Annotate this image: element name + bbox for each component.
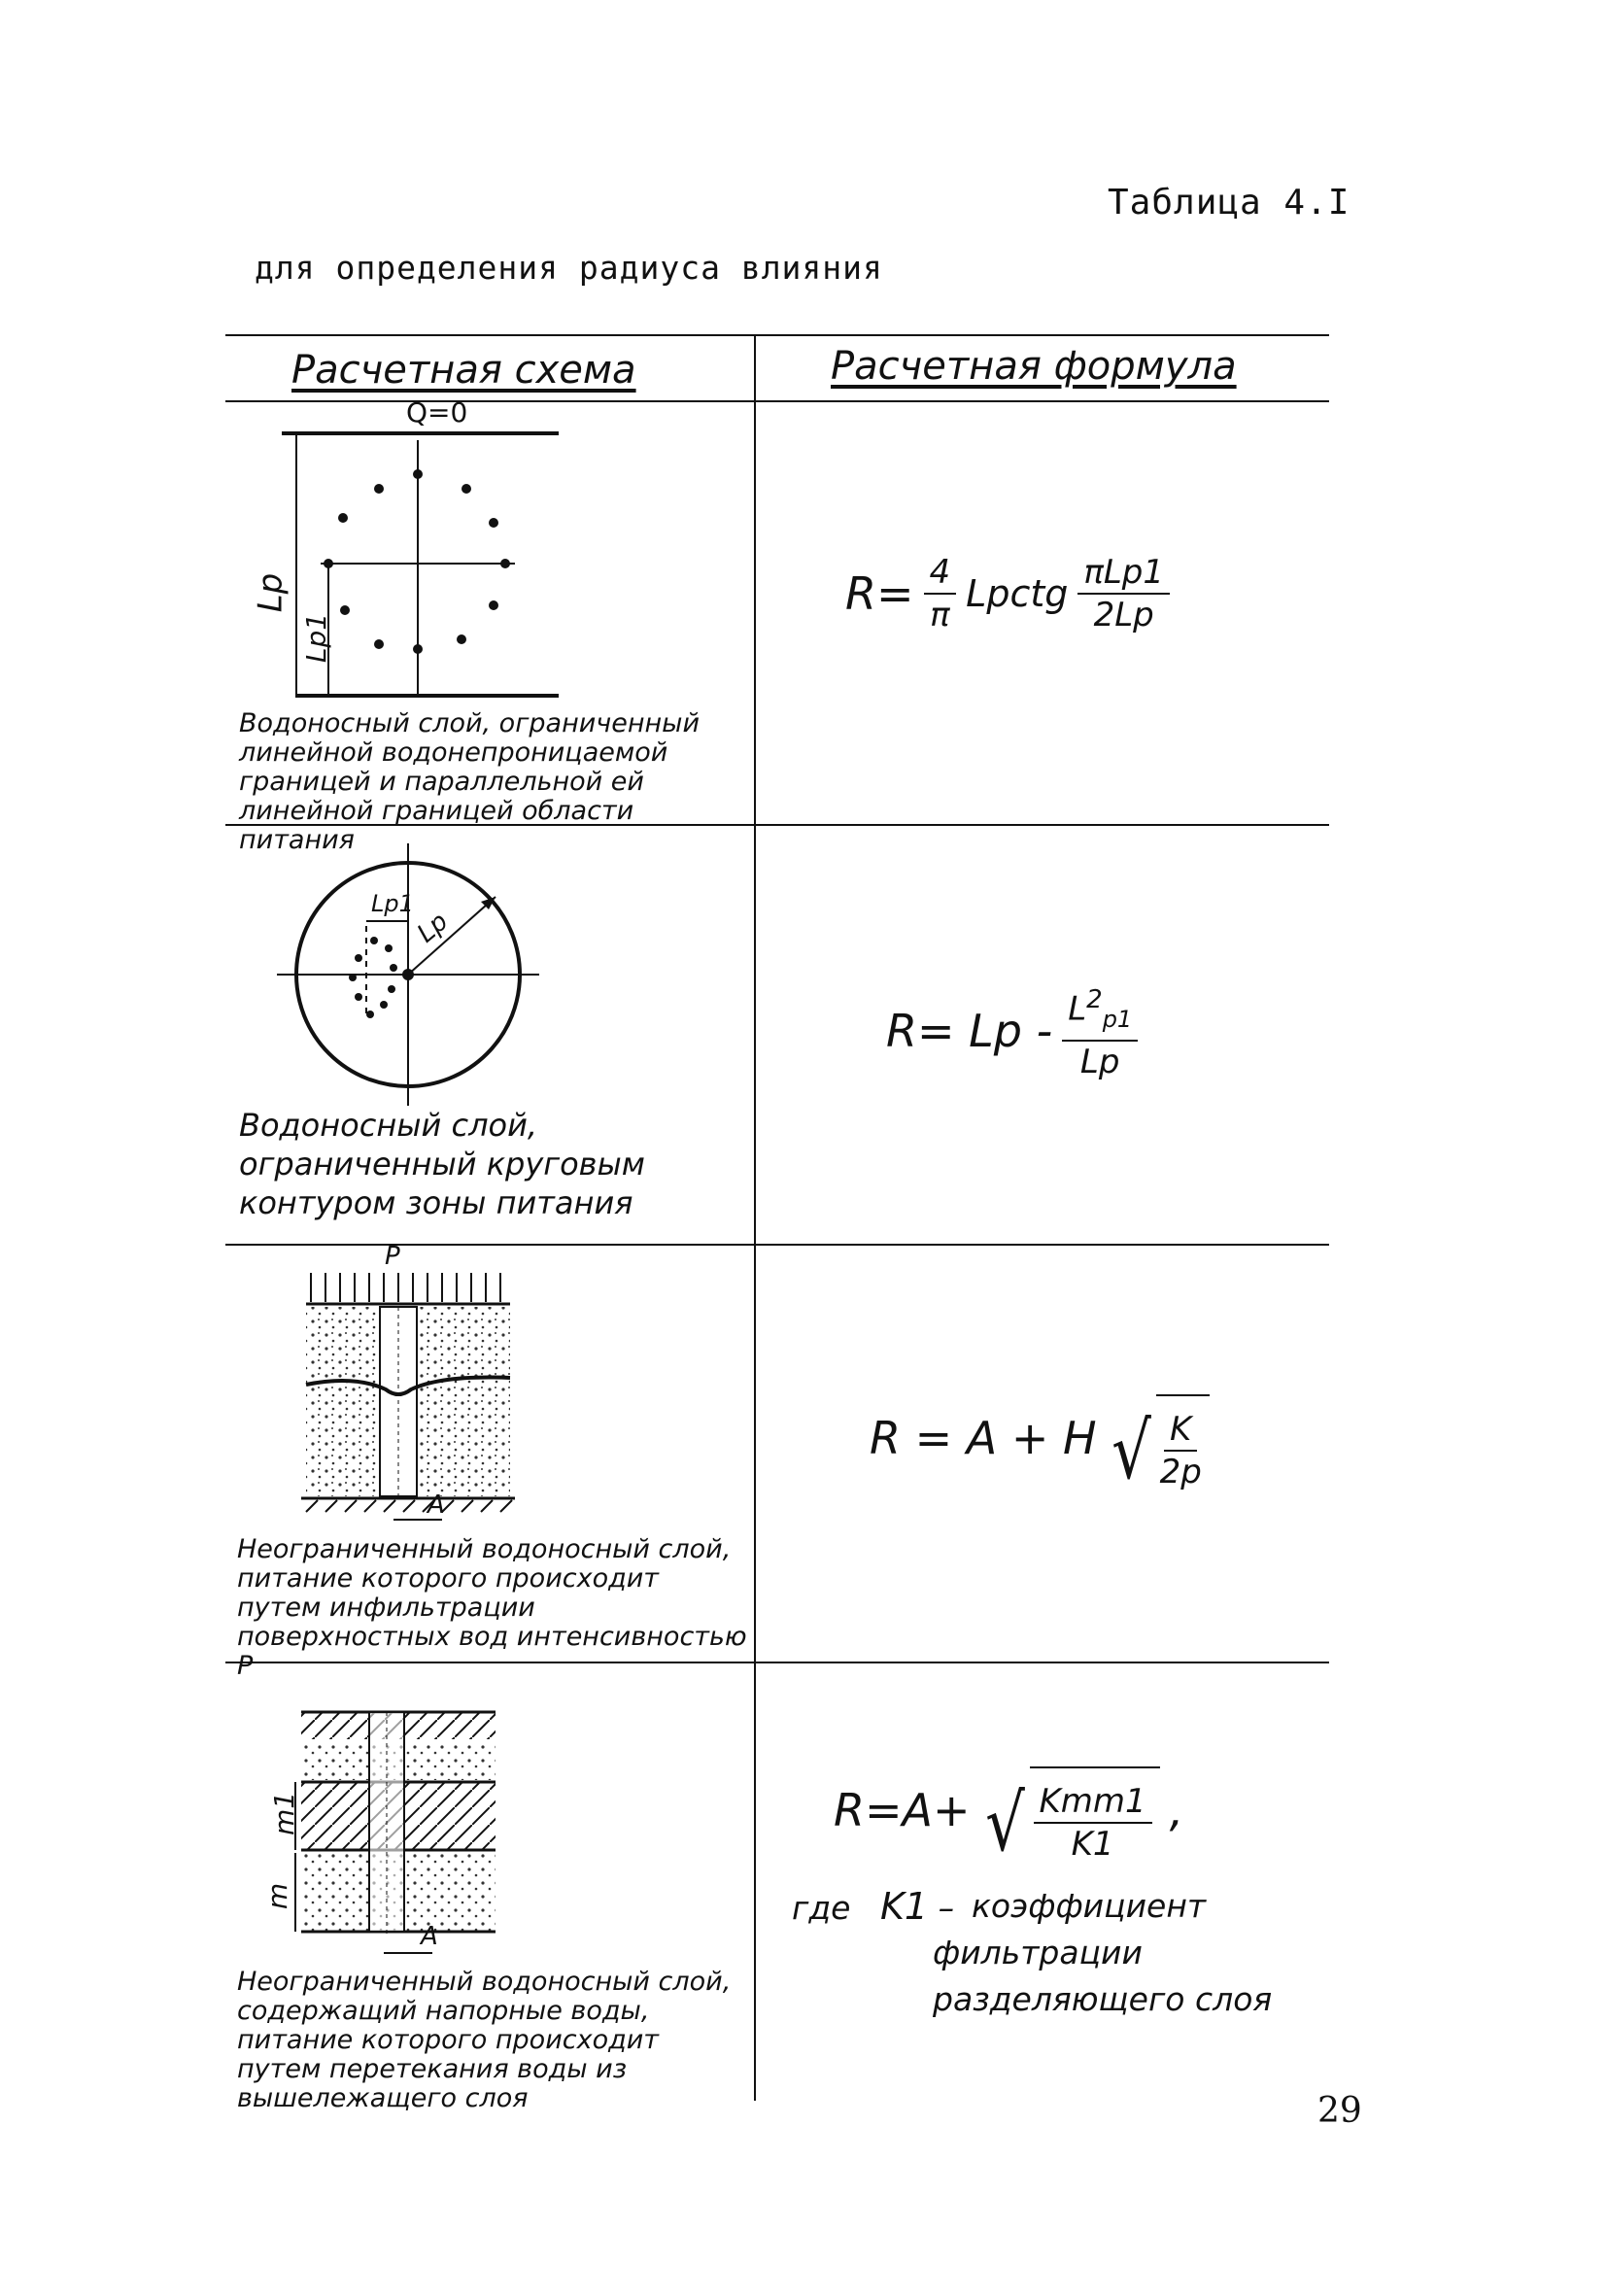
note-text: коэффициент фильтрации разделяющего слоя [933,1887,1273,2018]
scheme-2-caption: Водоносный слой, ограниченный круговым контуром зоны питания [239,1107,645,1221]
formula-3-fraction [1160,1411,1202,1491]
formula-2-num-base: L [1068,989,1087,1029]
formula-3-radicand [1156,1394,1210,1491]
formula-1-lhs: R= [845,567,914,620]
q-zero-label: Q=0 [406,396,468,428]
m-label: m [261,1882,294,1910]
scheme-1-caption: Водоносный слой, ограниченный линейной водонепроницаемой границей и параллельной ей линейной границей области питания [239,708,701,855]
table-top-rule [225,334,1329,336]
formula-4-root [980,1757,1160,1868]
column-divider [754,334,756,2101]
formula-4-fraction [1034,1783,1152,1863]
page-number: 29 [1317,2091,1362,2131]
formula-2-lhs: R= Lp - [886,1005,1053,1058]
table-number: Таблица 4.I [1108,183,1351,223]
formula-3-lhs: R = A + H [870,1411,1097,1464]
formula-1-coefficient [924,554,957,634]
note-dash: – [938,1889,955,1927]
formula-3-root-den: 2p [1159,1453,1202,1491]
m1-label: m1 [268,1791,301,1836]
sqrt-icon: √ [1111,1406,1151,1496]
scheme-4-caption: Неограниченный водоносный слой, содержащий напорные воды, питание которого происходит путем перетекания воды из вышележащего слоя [237,1967,732,2113]
scheme-4-a-label: A [421,1922,438,1951]
scheme-3-diagram [296,1263,520,1525]
formula-4-root-num: Kmm1 [1034,1783,1152,1824]
formula-3-root-num: K [1164,1411,1197,1452]
formula-2 [886,981,1138,1080]
formula-2-denominator: Lp [1079,1043,1120,1082]
lp-label: Lp [251,572,291,613]
scheme-1-diagram [243,406,573,707]
lp1-label-circle: Lp1 [371,890,414,917]
scheme-2-diagram [277,843,539,1106]
formula-4-note [792,1883,954,1932]
column-header-scheme: Расчетная схема [291,348,636,393]
formula-1-coef-num: 4 [924,554,957,595]
infiltration-p-label: P [385,1242,400,1271]
formula-2-num-subscript: p1 [1102,1006,1133,1034]
sqrt-icon: √ [984,1778,1025,1868]
formula-1-arg-den: 2Lp [1093,596,1154,634]
column-header-formula: Расчетная формула [831,344,1237,389]
formula-1-arg-num: πLp1 [1077,554,1170,595]
formula-1-argument [1077,554,1170,634]
formula-4-root-den: K1 [1071,1825,1114,1864]
table-subtitle: для определения радиуса влияния [255,249,883,287]
formula-4 [834,1757,1184,1868]
scheme-3-caption: Неограниченный водоносный слой, питание которого происходит путем инфильтрации поверхностных вод интенсивностью P [237,1534,747,1681]
formula-4-radicand [1030,1766,1160,1863]
formula-3-root [1107,1385,1210,1496]
formula-2-num-exponent: 2 [1086,985,1103,1014]
formula-2-fraction [1062,981,1138,1080]
formula-1 [845,554,1170,634]
lp1-label: Lp1 [300,612,333,664]
note-text-block [933,1883,1321,2023]
formula-4-tail: , [1169,1783,1184,1836]
formula-1-mid: Lpctg [966,572,1069,615]
formula-1-coef-den: π [930,596,950,634]
lp-label-circle: Lp [411,907,455,949]
note-symbol: K1 [879,1885,929,1928]
formula-2-numerator [1062,981,1138,1042]
scheme-3-a-label: A [427,1491,445,1520]
header-rule [225,400,1329,402]
note-prefix: где [792,1889,851,1927]
formula-4-lhs: R=A+ [834,1783,971,1836]
formula-3 [870,1385,1210,1496]
